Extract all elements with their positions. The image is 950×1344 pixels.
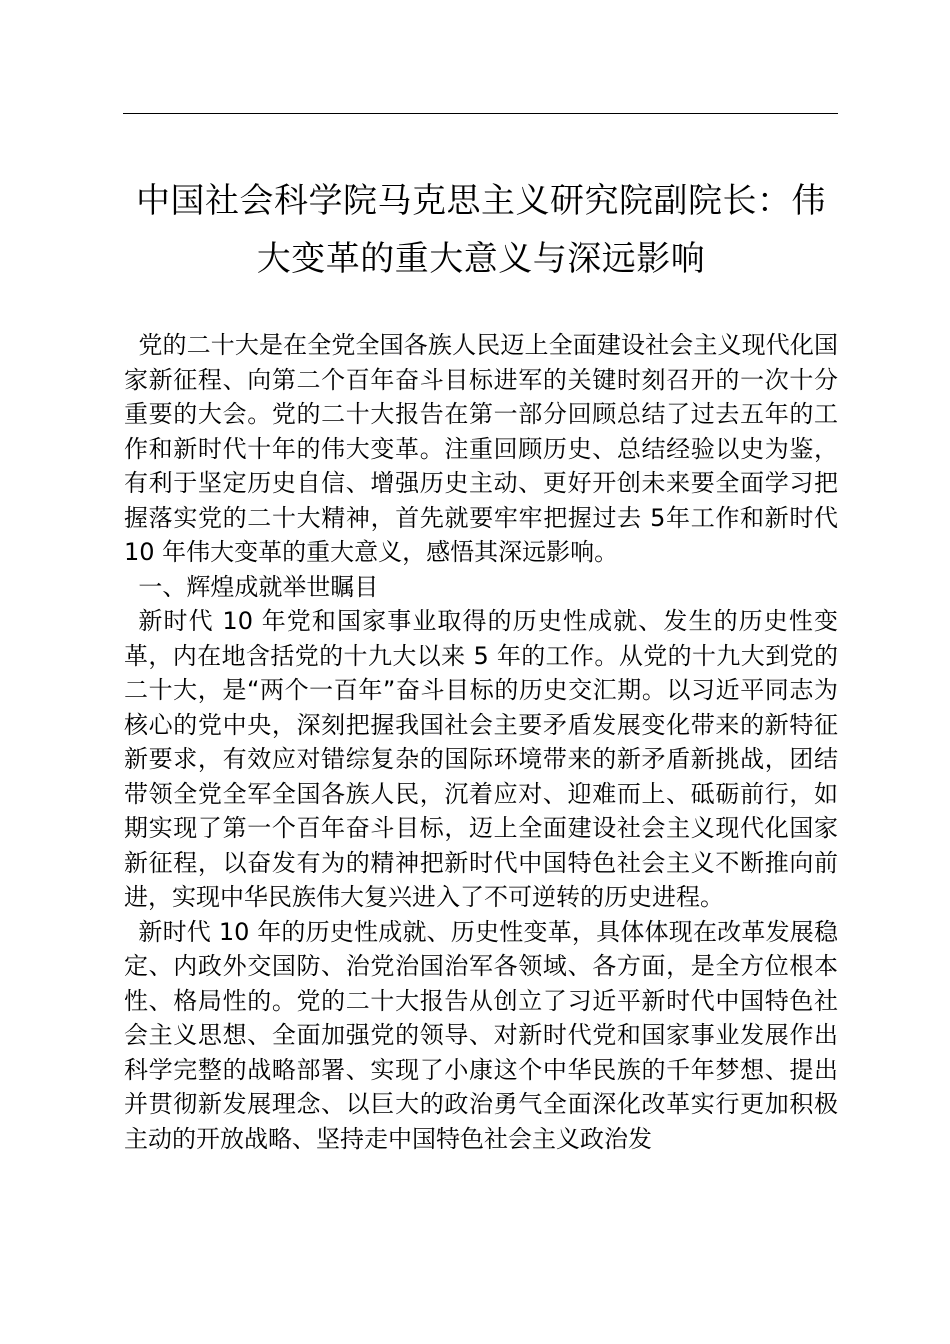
paragraph-changes: 新时代 10 年的历史性成就、历史性变革，具体体现在改革发展稳定、内政外交国防、治党治国治军各领域、各方面，是全方位根本性、格局性的。党的二十大报告从创立了习近平新时代中国特色社会主义思想、全面加强党的领导、对新时代党和国家事业发展作出科学完整的战略部署、实现了小康这个中华民族的千年梦想、提出并贯彻新发展理念、以巨大的政治勇气全面深化改革实行更加积极主动的开放战略、坚持走中国特色社会主义政治发 (124, 917, 838, 1153)
paragraph-achievements: 新时代 10 年党和国家事业取得的历史性成就、发生的历史性变革，内在地含括党的十九大以来 5 年的工作。从党的十九大到党的二十大，是“两个一百年”奋斗目标的历史交汇期。以习近平同志为核心的党中央，深刻把握我国社会主要矛盾发展变化带来的新特征新要求，有效应对错综复杂的国际环境带来的新矛盾新挑战，团结带领全党全军全国各族人民，沉着应对、迎难而上、砥砺前行，如期实现了第一个百年奋斗目标，迈上全面建设社会主义现代化国家新征程，以奋发有为的精神把新时代中国特色社会主义不断推向前进，实现中华民族伟大复兴进入了不可逆转的历史进程。 (124, 607, 838, 911)
document-title: 中国社会科学院马克思主义研究院副院长：伟大变革的重大意义与深远影响 (136, 181, 826, 279)
section-heading: 一、辉煌成就举世瞩目 (138, 572, 379, 601)
document-text (124, 328, 838, 1156)
paragraph-intro: 党的二十大是在全党全国各族人民迈上全面建设社会主义现代化国家新征程、向第二个百年奋斗目标进军的关键时刻召开的一次十分重要的大会。党的二十大报告在第一部分回顾总结了过去五年的工作和新时代十年的伟大变革。注重回顾历史、总结经验以史为鉴，有利于坚定历史自信、增强历史主动、更好开创未来要全面学习把握落实党的二十大精神，首先就要牢牢把握过去 5年工作和新时代 10 年伟大变革的重大意义，感悟其深远影响。 (124, 331, 838, 566)
document-body (124, 172, 838, 1156)
header-rule (123, 113, 838, 114)
